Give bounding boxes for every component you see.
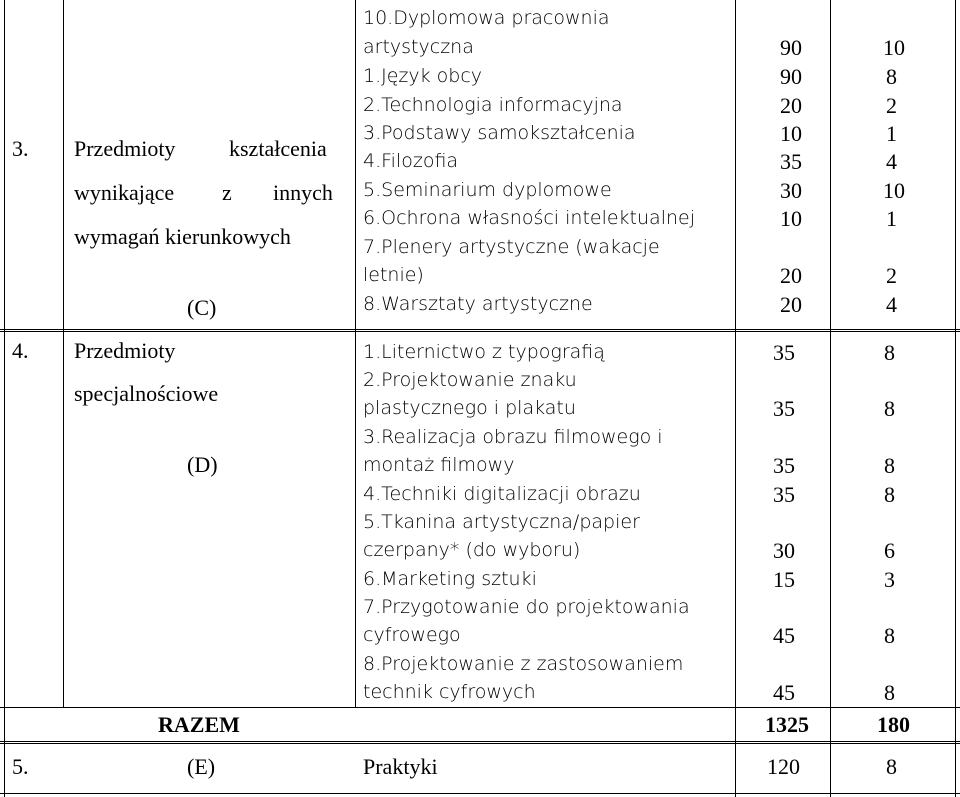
section4-code: (D)	[187, 452, 218, 477]
list-item: 7.Plenery artystyczne (wakacje	[363, 236, 660, 258]
top-item-hours: 90	[780, 35, 802, 60]
item-ects: 1	[886, 121, 897, 146]
section3-title-word1: Przedmioty	[74, 136, 176, 161]
item-ects: 2	[886, 263, 897, 288]
section5-number: 5.	[12, 754, 29, 779]
item-hours: 15	[773, 567, 795, 592]
list-item: letnie)	[363, 264, 424, 286]
item-hours: 10	[780, 206, 802, 231]
list-item: 3.Podstawy samokształcenia	[363, 122, 636, 144]
section4-title-line2: specjalnościowe	[74, 381, 219, 406]
section5-code: (E)	[187, 754, 216, 779]
item-hours: 35	[780, 149, 802, 174]
item-ects: 3	[884, 567, 895, 592]
top-item-name-line1: 10.Dyplomowa pracownia	[363, 7, 610, 29]
top-item-name-line2: artystyczna	[363, 36, 474, 58]
list-item: 7.Przygotowanie do projektowania	[363, 596, 690, 618]
section3-number: 3.	[12, 136, 29, 161]
list-item: technik cyfrowych	[363, 681, 536, 703]
item-hours: 90	[780, 64, 802, 89]
list-item: 4.Techniki digitalizacji obrazu	[363, 483, 641, 505]
section3-title-line2a: wynikające	[74, 180, 175, 205]
section3-title-line3: wymagań kierunkowych	[74, 224, 291, 249]
item-hours: 45	[773, 680, 795, 705]
item-ects: 10	[883, 178, 905, 203]
list-item: 1.Język obcy	[363, 65, 483, 87]
item-hours: 45	[773, 623, 795, 648]
item-ects: 8	[884, 623, 895, 648]
list-item: 8.Warsztaty artystyczne	[363, 293, 593, 315]
top-item-ects: 10	[883, 35, 905, 60]
list-item: plastycznego i plakatu	[363, 397, 576, 419]
col-divider-hours	[735, 0, 736, 797]
item-ects: 8	[884, 453, 895, 478]
section3-code: (C)	[187, 295, 217, 320]
item-ects: 1	[886, 206, 897, 231]
list-item: montaż filmowy	[363, 454, 515, 476]
list-item: 8.Projektowanie z zastosowaniem	[363, 653, 684, 675]
item-hours: 35	[773, 453, 795, 478]
item-ects: 8	[884, 396, 895, 421]
section3-title-line2b: z	[222, 180, 232, 205]
item-hours: 20	[780, 292, 802, 317]
list-item: 5.Seminarium dyplomowe	[363, 179, 612, 201]
section5-hours: 120	[767, 754, 800, 779]
item-ects: 2	[886, 93, 897, 118]
item-ects: 8	[884, 482, 895, 507]
section3-title-word2: kształcenia	[229, 136, 327, 161]
table-border-left	[4, 0, 5, 797]
item-ects: 8	[884, 680, 895, 705]
col-divider-ects	[830, 0, 831, 797]
list-item: 1.Liternictwo z typografią	[363, 341, 605, 363]
list-item: cyfrowego	[363, 624, 461, 646]
table-border-bottom	[0, 793, 960, 794]
list-item: 2.Projektowanie znaku	[363, 369, 577, 391]
item-hours: 10	[780, 121, 802, 146]
list-item: 4.Filozofia	[363, 150, 459, 172]
table-border-right	[955, 0, 956, 797]
total-label: RAZEM	[158, 712, 240, 737]
row-divider-4-total	[0, 707, 960, 708]
section3-title-line2c: innych	[273, 180, 333, 205]
item-ects: 6	[884, 538, 895, 563]
section5-ects: 8	[886, 754, 897, 779]
list-item: 5.Tkanina artystyczna/papier	[363, 511, 640, 533]
item-hours: 30	[773, 538, 795, 563]
item-hours: 35	[773, 482, 795, 507]
item-ects: 4	[886, 292, 897, 317]
row-divider-3-4	[0, 329, 960, 332]
item-hours: 30	[780, 178, 802, 203]
item-hours: 35	[773, 396, 795, 421]
col-divider-group	[355, 0, 356, 708]
item-hours: 20	[780, 93, 802, 118]
section4-number: 4.	[12, 338, 29, 363]
item-ects: 8	[884, 340, 895, 365]
section4-title-line1: Przedmioty	[74, 338, 176, 363]
list-item: 3.Realizacja obrazu filmowego i	[363, 426, 663, 448]
total-hours: 1325	[765, 712, 809, 737]
list-item: czerpany* (do wyboru)	[363, 539, 581, 561]
list-item: 2.Technologia informacyjna	[363, 94, 623, 116]
item-ects: 8	[886, 64, 897, 89]
total-ects: 180	[877, 712, 910, 737]
item-hours: 35	[773, 340, 795, 365]
item-hours: 20	[780, 263, 802, 288]
row-divider-total-5	[0, 741, 960, 744]
list-item: 6.Ochrona własności intelektualnej	[363, 207, 695, 229]
section5-name: Praktyki	[363, 754, 438, 779]
item-ects: 4	[886, 149, 897, 174]
col-divider-number	[63, 0, 64, 708]
list-item: 6.Marketing sztuki	[363, 568, 537, 590]
